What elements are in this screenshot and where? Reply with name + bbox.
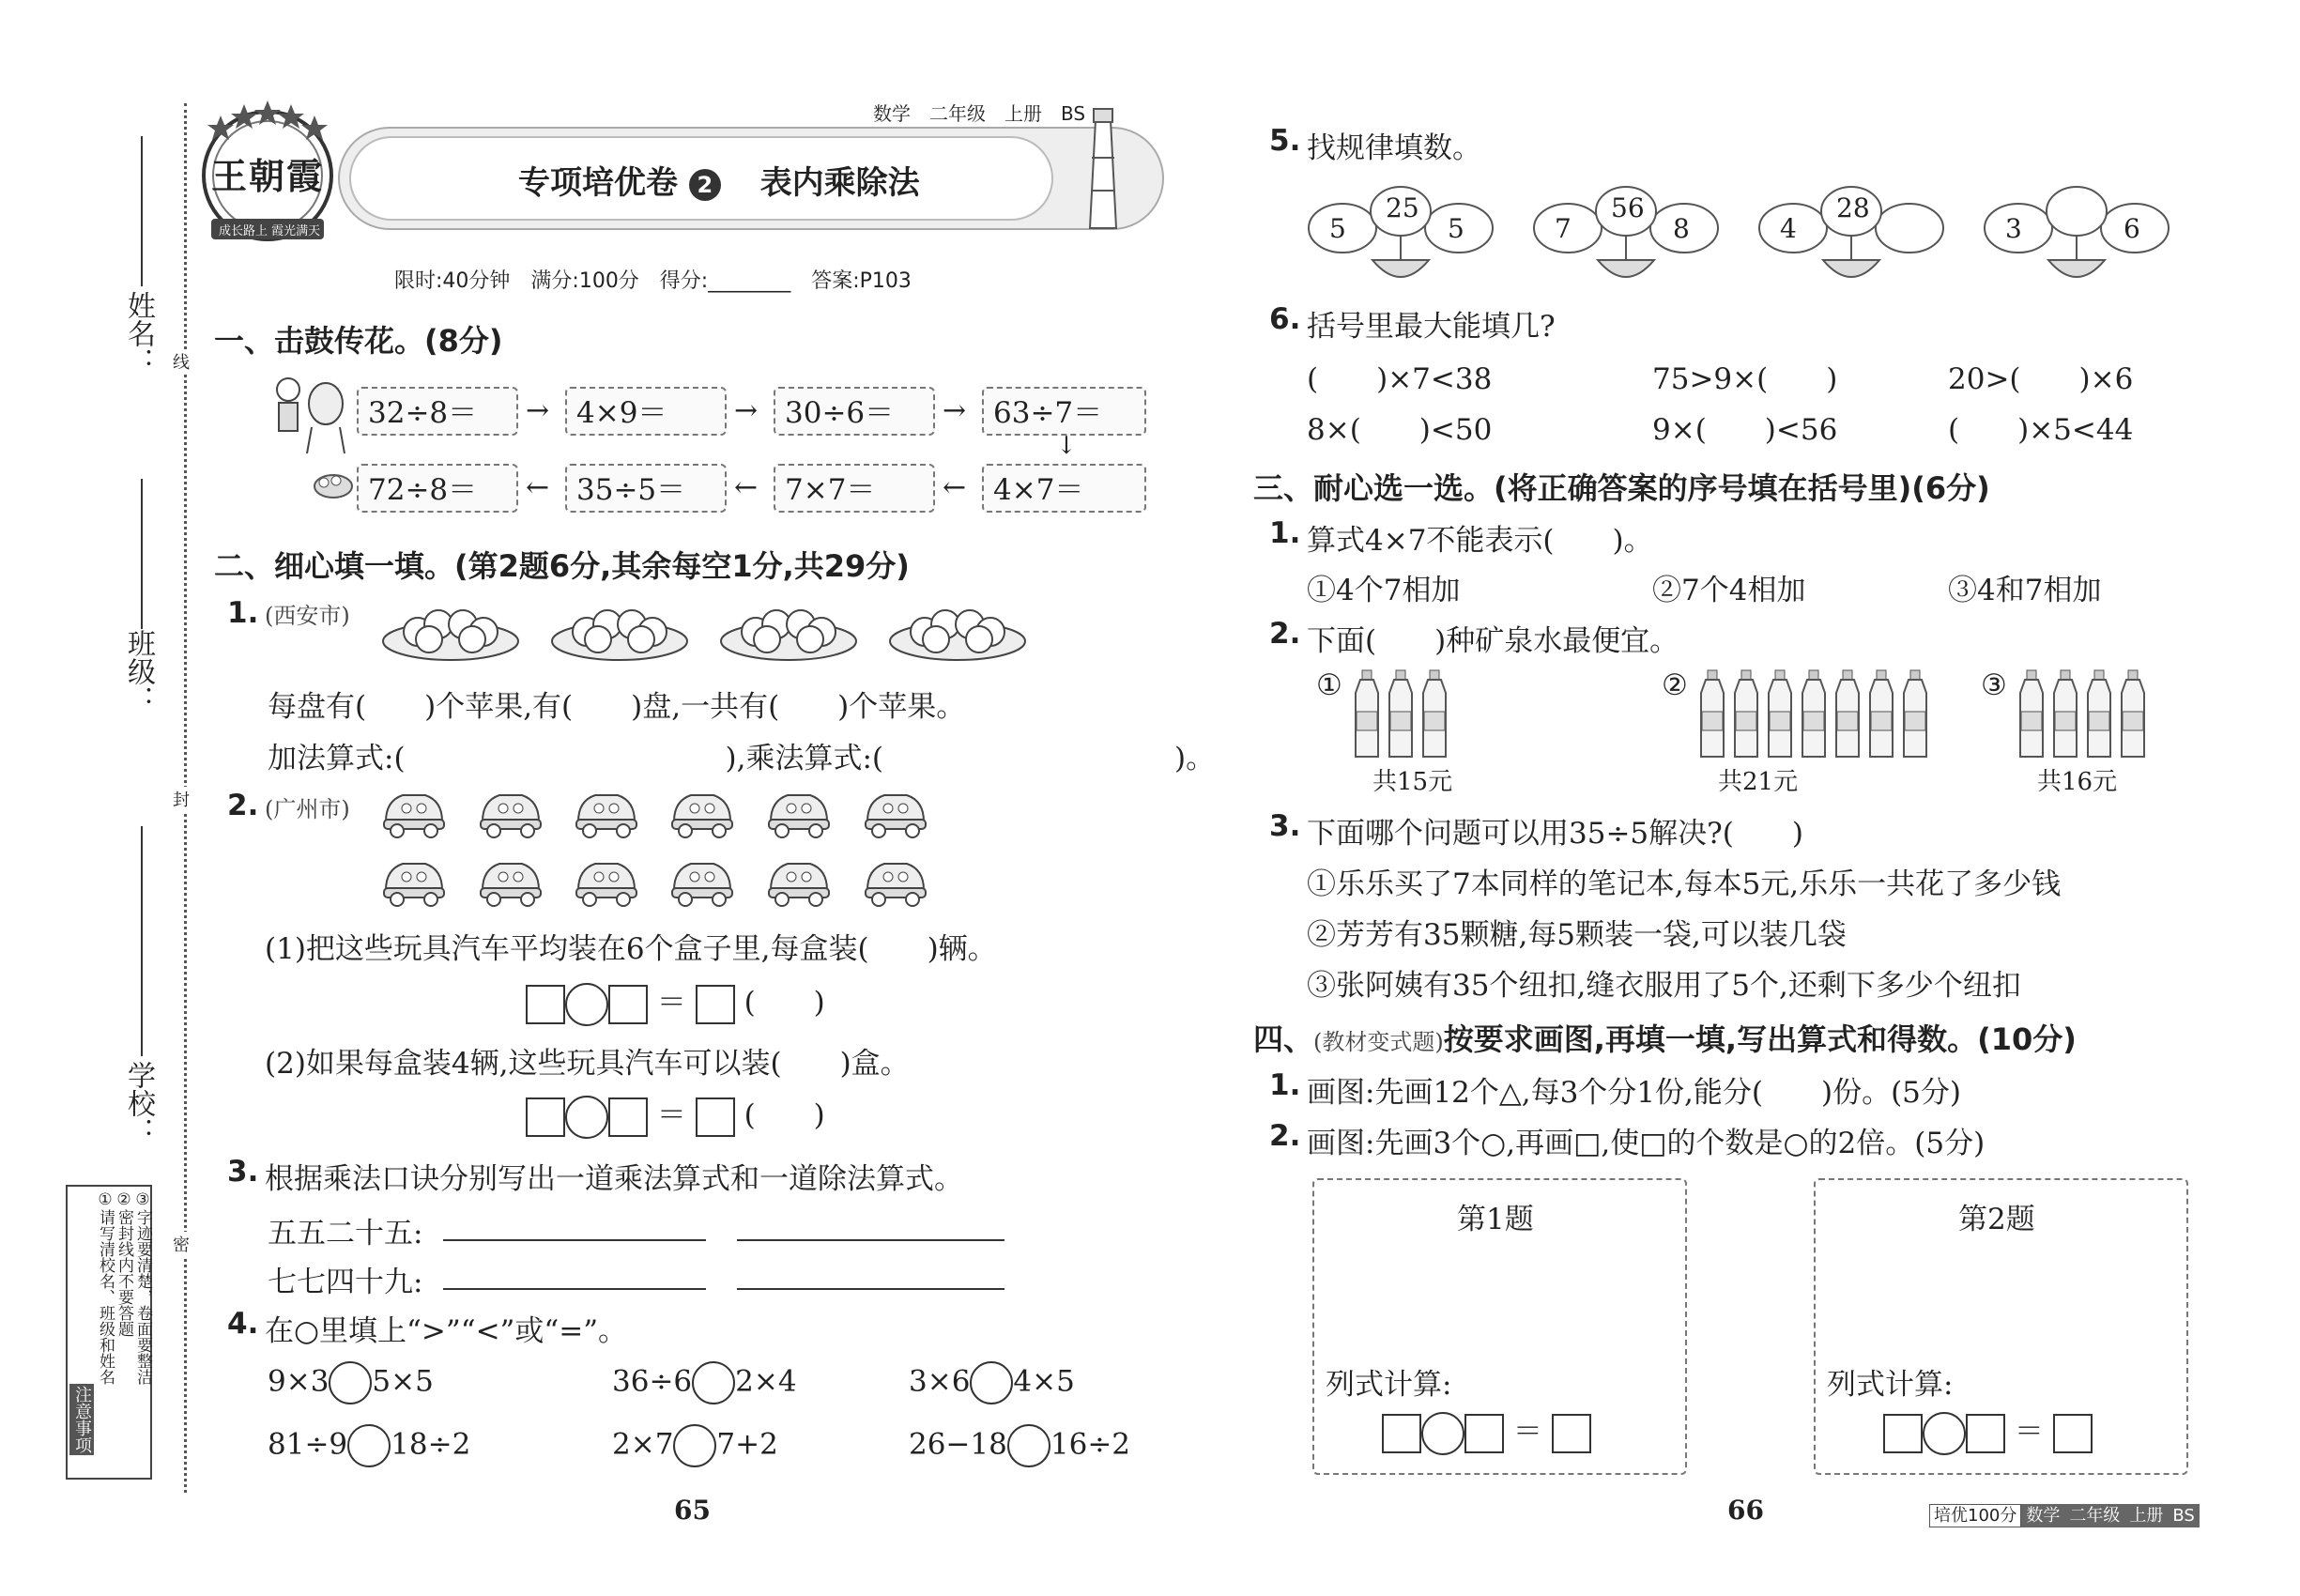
drawing-box-1-title: 第1题 bbox=[1457, 1203, 1534, 1236]
title-banner bbox=[338, 127, 1164, 230]
flower-top-number[interactable] bbox=[2062, 192, 2090, 221]
q2-1-line2: 加法算式:( ),乘法算式:( )。 bbox=[268, 742, 1216, 775]
bottle-option-mark[interactable]: ③ bbox=[1981, 668, 2007, 702]
section3-title: 三、耐心选一选。(将正确答案的序号填在括号里)(6分) bbox=[1253, 470, 1990, 506]
subject-info: 数学 二年级 上册 BS bbox=[873, 102, 1086, 125]
compare-circle[interactable] bbox=[347, 1424, 391, 1467]
s3-q3-option-2[interactable]: ②芳芳有35颗糖,每5颗装一袋,可以装几袋 bbox=[1307, 918, 1847, 952]
compare-item-3: 3×6 4×5 bbox=[909, 1361, 1075, 1404]
operator-circle[interactable] bbox=[1923, 1412, 1966, 1455]
section2-title: 二、细心填一填。(第2题6分,其余每空1分,共29分) bbox=[214, 548, 910, 584]
unit-paren[interactable]: ( ) bbox=[744, 986, 825, 1020]
footer-badge-grade: 二年级 bbox=[2064, 1504, 2124, 1527]
brand-logo bbox=[192, 99, 343, 244]
toy-car-icon bbox=[380, 784, 448, 840]
q6-item-4[interactable]: 8×( )<50 bbox=[1307, 413, 1493, 447]
number-flower bbox=[1983, 183, 2170, 295]
toy-car-icon bbox=[862, 784, 929, 840]
q6-item-6[interactable]: ( )×5<44 bbox=[1948, 413, 2134, 447]
q2-1-line1: 每盘有( )个苹果,有( )盘,一共有( )个苹果。 bbox=[268, 690, 966, 724]
toy-car-icon bbox=[477, 852, 544, 909]
water-bottle-icon bbox=[1386, 668, 1416, 764]
brand-slogan: 成长路上 霞光满天 bbox=[219, 224, 321, 238]
s3-q1-number: 1. bbox=[1269, 516, 1301, 550]
apple-plate-3 bbox=[718, 596, 859, 658]
section4-title: 四、(教材变式题)按要求画图,再填一填,写出算式和得数。(10分) bbox=[1253, 1021, 2077, 1057]
water-bottle-icon bbox=[1866, 668, 1896, 764]
q2-4-number: 4. bbox=[227, 1307, 259, 1341]
footer-badge bbox=[1929, 1502, 2200, 1527]
footer-badge-term: 上册 bbox=[2124, 1504, 2168, 1527]
right-page-number: 66 bbox=[1727, 1495, 1764, 1526]
water-bottle-icon bbox=[2118, 668, 2148, 764]
section4-tag: (教材变式题) bbox=[1313, 1029, 1444, 1055]
q5-text: 找规律填数。 bbox=[1307, 131, 1481, 165]
arrow-down-icon: ↓ bbox=[1056, 432, 1077, 460]
brand-name: 王朝霞 bbox=[211, 155, 325, 197]
relay-box-7[interactable]: 35÷5＝ bbox=[565, 464, 727, 513]
compare-item-1: 9×3 5×5 bbox=[268, 1361, 434, 1404]
q2-2-part2: (2)如果每盒装4辆,这些玩具汽车可以装( )盒。 bbox=[265, 1047, 910, 1081]
lighthouse-icon bbox=[1075, 101, 1131, 237]
toy-car-icon bbox=[668, 852, 736, 909]
flower-right-number: 6 bbox=[2124, 213, 2140, 244]
q5-number: 5. bbox=[1269, 124, 1301, 158]
drummer-icon bbox=[265, 371, 349, 459]
arrow-right-icon: → bbox=[943, 394, 967, 427]
title-number: 2 bbox=[689, 169, 721, 201]
bottle-price: 共21元 bbox=[1718, 768, 1799, 796]
q2-2-equation-1: ＝ ( ) bbox=[526, 978, 825, 1026]
toy-car-icon bbox=[765, 784, 833, 840]
left-page-number: 65 bbox=[674, 1495, 711, 1526]
name-label: 姓名： bbox=[122, 291, 155, 376]
section1-title: 一、击鼓传花。(8分) bbox=[214, 323, 503, 359]
footer-badge-subject: 数学 bbox=[2021, 1504, 2064, 1527]
s3-q3-option-1[interactable]: ①乐乐买了7本同样的笔记本,每本5元,乐乐一共花了多少钱 bbox=[1307, 867, 2062, 901]
toy-car-icon bbox=[380, 852, 448, 909]
answer-box[interactable] bbox=[1883, 1414, 1923, 1453]
drawing-box-1[interactable] bbox=[1312, 1178, 1687, 1475]
s3-q3-text: 下面哪个问题可以用35÷5解决?( ) bbox=[1307, 817, 1803, 851]
compare-circle[interactable] bbox=[970, 1361, 1013, 1404]
answer-box[interactable] bbox=[1464, 1414, 1504, 1453]
arrow-right-icon: → bbox=[526, 394, 550, 427]
q2-1-number: 1. bbox=[227, 596, 259, 630]
apple-plate-1 bbox=[380, 596, 521, 658]
relay-box-4[interactable]: 63÷7＝ bbox=[982, 387, 1146, 436]
toy-car-icon bbox=[765, 852, 833, 909]
answer-box[interactable] bbox=[1552, 1414, 1591, 1453]
apple-plate-4 bbox=[887, 596, 1028, 658]
drawing-box-1-calc-label: 列式计算: bbox=[1326, 1368, 1452, 1402]
q2-3-number: 3. bbox=[227, 1155, 259, 1189]
answer-box[interactable] bbox=[526, 1097, 565, 1137]
number-flower bbox=[1757, 183, 1945, 295]
water-bottle-icon bbox=[1419, 668, 1449, 764]
relay-box-8[interactable]: 72÷8＝ bbox=[357, 464, 518, 513]
q2-3-b-mult-line[interactable] bbox=[443, 1288, 706, 1290]
q2-3-b-div-line[interactable] bbox=[737, 1288, 1004, 1290]
q2-3-b-label: 七七四十九: bbox=[268, 1266, 423, 1299]
q6-item-3[interactable]: 20>( )×6 bbox=[1948, 362, 2134, 396]
flower-top-number: 56 bbox=[1611, 192, 1645, 223]
arrow-left-icon: ← bbox=[943, 471, 967, 504]
water-bottle-icon bbox=[1352, 668, 1382, 764]
s3-q2-number: 2. bbox=[1269, 617, 1301, 651]
s4-q2-text: 画图:先画3个○,再画□,使□的个数是○的2倍。(5分) bbox=[1307, 1127, 1986, 1160]
notice-title: 注意事项 bbox=[69, 1384, 94, 1455]
compare-item-4: 81÷9 18÷2 bbox=[268, 1424, 470, 1467]
flower-right-number[interactable] bbox=[1898, 213, 1926, 241]
drawing-box-2[interactable] bbox=[1814, 1178, 2188, 1475]
seal-char-1: 线 bbox=[173, 349, 190, 374]
bottle-price: 共15元 bbox=[1372, 768, 1453, 796]
answer-box[interactable] bbox=[608, 1097, 648, 1137]
water-bottle-icon bbox=[1900, 668, 1930, 764]
s3-q1-option-1[interactable]: ①4个7相加 bbox=[1307, 574, 1461, 607]
notice-item-3: ③字迹要清楚，卷面要整洁 bbox=[133, 1190, 152, 1385]
answer-box[interactable] bbox=[1966, 1414, 2005, 1453]
q2-3-text: 根据乘法口诀分别写出一道乘法算式和一道除法算式。 bbox=[265, 1162, 963, 1196]
water-bottle-icon bbox=[1832, 668, 1863, 764]
q2-3-a-mult-line[interactable] bbox=[443, 1239, 706, 1241]
notice-item-1: ①请写清校名、班级和姓名 bbox=[96, 1190, 115, 1385]
s3-q3-option-3[interactable]: ③张阿姨有35个纽扣,缝衣服用了5个,还剩下多少个纽扣 bbox=[1307, 969, 2021, 1003]
q2-4-text: 在○里填上“>”“<”或“=”。 bbox=[265, 1314, 628, 1348]
title-prefix: 专项培优卷 bbox=[518, 164, 678, 202]
flower-left-number: 3 bbox=[2005, 213, 2022, 244]
toy-car-icon bbox=[477, 784, 544, 840]
s3-q1-text: 算式4×7不能表示( )。 bbox=[1307, 524, 1653, 558]
compare-item-5: 2×7 7+2 bbox=[612, 1424, 778, 1467]
answer-box[interactable] bbox=[696, 985, 735, 1024]
toy-car-icon bbox=[573, 784, 640, 840]
compare-item-6: 26−18 16÷2 bbox=[909, 1424, 1130, 1467]
class-field-line[interactable] bbox=[141, 479, 143, 629]
s4-q1-text: 画图:先画12个△,每3个分1份,能分( )份。(5分) bbox=[1307, 1076, 1961, 1110]
toy-car-icon bbox=[668, 784, 736, 840]
q2-2-tag: (广州市) bbox=[265, 796, 350, 822]
water-bottle-icon bbox=[2016, 668, 2047, 764]
answer-box[interactable] bbox=[2053, 1414, 2093, 1453]
number-flower bbox=[1532, 183, 1720, 295]
relay-box-1[interactable]: 32÷8＝ bbox=[357, 387, 518, 436]
water-bottle-icon bbox=[1799, 668, 1829, 764]
relay-box-3[interactable]: 30÷6＝ bbox=[774, 387, 935, 436]
relay-box-2[interactable]: 4×9＝ bbox=[565, 387, 727, 436]
q2-2-part1: (1)把这些玩具汽车平均装在6个盒子里,每盒装( )辆。 bbox=[265, 932, 997, 966]
answer-box[interactable] bbox=[608, 985, 648, 1024]
seal-char-2: 封 bbox=[173, 787, 190, 811]
s3-q3-number: 3. bbox=[1269, 809, 1301, 843]
seal-char-3: 密 bbox=[173, 1232, 190, 1256]
class-label: 班级： bbox=[122, 629, 155, 714]
water-bottle-icon bbox=[1731, 668, 1761, 764]
title-main: 表内乘除法 bbox=[759, 164, 920, 202]
drawing-box-2-equation: ＝ bbox=[1883, 1407, 2093, 1455]
bottle-price: 共16元 bbox=[2037, 768, 2118, 796]
operator-circle[interactable] bbox=[565, 1096, 608, 1139]
apple-plate-2 bbox=[549, 596, 690, 658]
flower-bouquet-icon bbox=[310, 468, 357, 509]
relay-box-6[interactable]: 7×7＝ bbox=[774, 464, 935, 513]
drawing-box-1-equation: ＝ bbox=[1382, 1407, 1591, 1455]
s4-q1-number: 1. bbox=[1269, 1068, 1301, 1102]
exam-meta: 限时:40分钟 满分:100分 得分:________ 答案:P103 bbox=[394, 269, 912, 293]
unit-paren[interactable]: ( ) bbox=[744, 1098, 825, 1132]
operator-circle[interactable] bbox=[1421, 1412, 1464, 1455]
name-field-line[interactable] bbox=[141, 136, 143, 286]
flower-left-number: 4 bbox=[1780, 213, 1797, 244]
compare-circle[interactable] bbox=[1007, 1424, 1050, 1467]
s3-q1-option-3[interactable]: ③4和7相加 bbox=[1948, 574, 2102, 607]
s4-q2-number: 2. bbox=[1269, 1119, 1301, 1153]
s3-q1-option-2[interactable]: ②7个4相加 bbox=[1652, 574, 1806, 607]
arrow-left-icon: ← bbox=[526, 471, 550, 504]
operator-circle[interactable] bbox=[565, 983, 608, 1026]
flower-left-number: 5 bbox=[1329, 213, 1346, 244]
number-flower bbox=[1307, 183, 1495, 295]
answer-box[interactable] bbox=[526, 985, 565, 1024]
q6-item-1[interactable]: ( )×7<38 bbox=[1307, 362, 1493, 396]
toy-car-icon bbox=[573, 852, 640, 909]
s3-q2-text: 下面( )种矿泉水最便宜。 bbox=[1307, 624, 1679, 658]
water-bottle-icon bbox=[1697, 668, 1727, 764]
footer-badge-brand: 培优100分 bbox=[1929, 1504, 2021, 1527]
drawing-box-2-title: 第2题 bbox=[1958, 1203, 2035, 1236]
q6-text: 括号里最大能填几? bbox=[1307, 310, 1556, 344]
water-bottle-icon bbox=[2084, 668, 2114, 764]
water-bottle-icon bbox=[2050, 668, 2080, 764]
flower-left-number: 7 bbox=[1555, 213, 1572, 244]
flower-top-number: 25 bbox=[1386, 192, 1419, 223]
q6-item-5[interactable]: 9×( )<56 bbox=[1652, 413, 1838, 447]
q2-2-equation-2: ＝ ( ) bbox=[526, 1091, 825, 1139]
school-field-line[interactable] bbox=[141, 826, 143, 1056]
q6-item-2[interactable]: 75>9×( ) bbox=[1652, 362, 1838, 396]
compare-circle[interactable] bbox=[329, 1361, 372, 1404]
arrow-left-icon: ← bbox=[734, 471, 759, 504]
toy-car-icon bbox=[862, 852, 929, 909]
compare-circle[interactable] bbox=[692, 1361, 735, 1404]
flower-right-number: 8 bbox=[1673, 213, 1690, 244]
bottle-option-mark[interactable]: ① bbox=[1316, 668, 1342, 702]
notice-box bbox=[66, 1185, 152, 1480]
flower-top-number: 28 bbox=[1836, 192, 1870, 223]
relay-box-5[interactable]: 4×7＝ bbox=[982, 464, 1146, 513]
footer-badge-edition: BS bbox=[2168, 1504, 2199, 1527]
q2-3-a-label: 五五二十五: bbox=[268, 1217, 423, 1251]
answer-box[interactable] bbox=[1382, 1414, 1421, 1453]
compare-circle[interactable] bbox=[673, 1424, 716, 1467]
q2-2-number: 2. bbox=[227, 789, 259, 822]
q6-number: 6. bbox=[1269, 302, 1301, 336]
flower-right-number: 5 bbox=[1448, 213, 1464, 244]
answer-box[interactable] bbox=[696, 1097, 735, 1137]
q2-1-tag: (西安市) bbox=[265, 603, 350, 629]
water-bottle-icon bbox=[1765, 668, 1795, 764]
bottle-option-mark[interactable]: ② bbox=[1662, 668, 1688, 702]
notice-item-2: ②密封线内不要答题 bbox=[115, 1190, 133, 1337]
compare-item-2: 36÷6 2×4 bbox=[612, 1361, 797, 1404]
drawing-box-2-calc-label: 列式计算: bbox=[1827, 1368, 1954, 1402]
arrow-right-icon: → bbox=[734, 394, 759, 427]
school-label: 学校： bbox=[122, 1061, 155, 1145]
q2-3-a-div-line[interactable] bbox=[737, 1239, 1004, 1241]
